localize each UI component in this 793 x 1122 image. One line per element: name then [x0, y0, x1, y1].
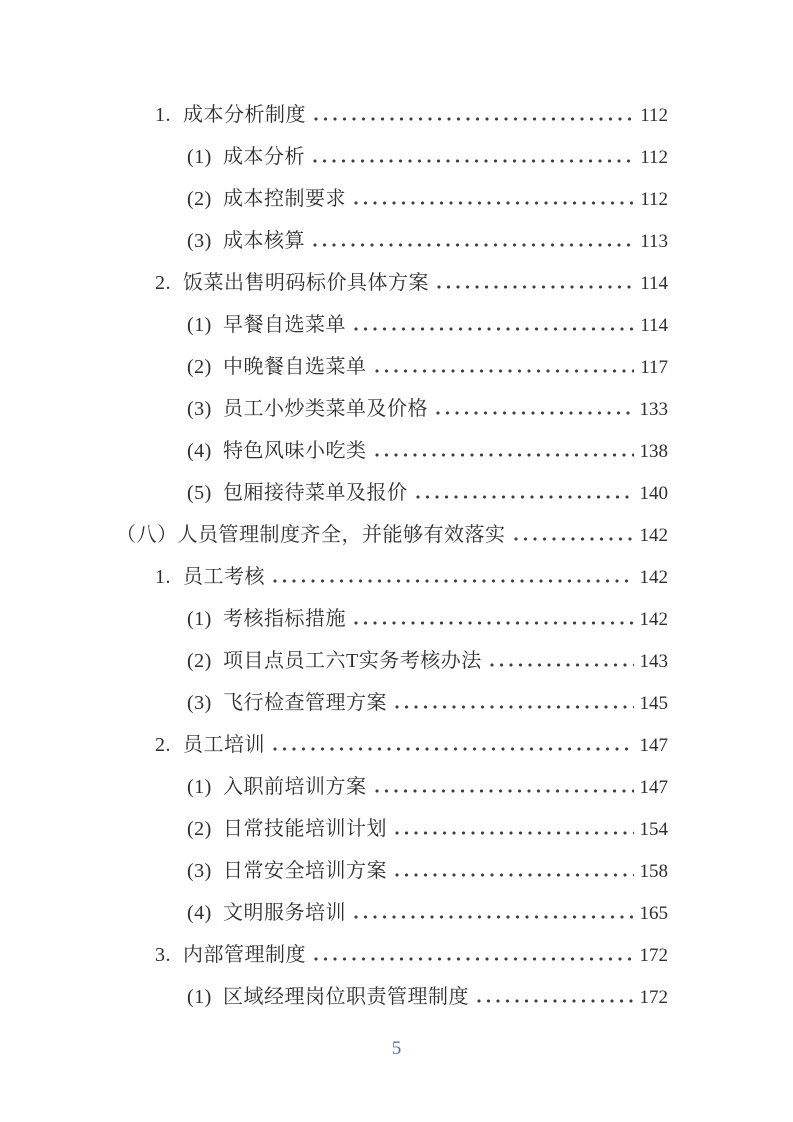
toc-entry-label: 中晚餐自选菜单 — [223, 356, 367, 378]
toc-entry-page-number: 117 — [640, 357, 668, 378]
dot-leader — [477, 999, 634, 1003]
toc-entry-marker: (2) — [187, 650, 212, 672]
toc-entry-marker: (1) — [187, 608, 212, 630]
dot-leader — [273, 579, 634, 583]
toc-entry-page-number: 172 — [639, 987, 668, 1008]
dot-leader — [395, 705, 634, 709]
dot-leader — [313, 159, 634, 163]
toc-entry[interactable] — [0, 388, 793, 430]
dot-leader — [490, 663, 634, 667]
toc-entry-page-number: 172 — [639, 945, 668, 966]
toc-entry-label: 区域经理岗位职责管理制度 — [223, 986, 469, 1008]
toc-entry-label: 成本控制要求 — [223, 188, 346, 210]
toc-entry[interactable] — [0, 136, 793, 178]
toc-entry-label: 成本分析 — [223, 146, 305, 168]
toc-entry-marker: (1) — [187, 986, 212, 1008]
toc-entry-page-number: 133 — [639, 399, 668, 420]
dot-leader — [354, 915, 634, 919]
toc-entry-page-number: 147 — [639, 735, 668, 756]
toc-entry[interactable] — [0, 262, 793, 304]
dot-leader — [514, 537, 634, 541]
toc-entry-marker: (2) — [187, 356, 212, 378]
toc-entry-page-number: 165 — [639, 903, 668, 924]
toc-entry-page-number: 145 — [639, 693, 668, 714]
dot-leader — [395, 873, 634, 877]
toc-entry-label: 日常安全培训方案 — [223, 860, 387, 882]
toc-entry-page-number: 138 — [639, 441, 668, 462]
toc-entry-page-number: 154 — [639, 819, 668, 840]
dot-leader — [375, 453, 634, 457]
toc-entry-label: 飞行检查管理方案 — [223, 692, 387, 714]
dot-leader — [436, 411, 634, 415]
toc-entry-marker: 3. — [155, 944, 171, 966]
toc-entry-label: 员工培训 — [183, 734, 265, 756]
toc-entry-label: 早餐自选菜单 — [223, 314, 346, 336]
toc-entry-label: 内部管理制度 — [183, 944, 306, 966]
toc-entry-label: 考核指标措施 — [223, 608, 346, 630]
toc-entry-marker: 1. — [155, 104, 171, 126]
toc-entry[interactable] — [0, 556, 793, 598]
dot-leader — [314, 957, 634, 961]
toc-entry-marker: 2. — [155, 734, 171, 756]
toc-entry[interactable] — [0, 346, 793, 388]
toc-entry-label: 文明服务培训 — [223, 902, 346, 924]
toc-entry[interactable] — [0, 766, 793, 808]
toc-entry[interactable] — [0, 724, 793, 766]
dot-leader — [314, 117, 634, 121]
toc-entry[interactable] — [0, 850, 793, 892]
toc-entry-marker: (3) — [187, 398, 212, 420]
dot-leader — [375, 789, 634, 793]
toc-entry-page-number: 158 — [639, 861, 668, 882]
toc-entry[interactable] — [0, 934, 793, 976]
dot-leader — [354, 201, 634, 205]
toc-entry[interactable] — [0, 892, 793, 934]
toc-entry[interactable] — [0, 514, 793, 556]
toc-entry-label: 成本分析制度 — [183, 104, 306, 126]
dot-leader — [354, 621, 634, 625]
toc-entry-label: 成本核算 — [223, 230, 305, 252]
dot-leader — [437, 285, 634, 289]
toc-entry-marker: (4) — [187, 902, 212, 924]
toc-entry-marker: (1) — [187, 146, 212, 168]
toc-entry[interactable] — [0, 178, 793, 220]
toc-entry-marker: 2. — [155, 272, 171, 294]
toc-entry[interactable] — [0, 472, 793, 514]
toc-entry-page-number: 112 — [640, 147, 668, 168]
toc-entry-page-number: 142 — [639, 567, 668, 588]
toc-entry-label: 员工考核 — [183, 566, 265, 588]
toc-entry-label: 包厢接待菜单及报价 — [223, 482, 408, 504]
toc-entry[interactable] — [0, 430, 793, 472]
toc-entry-marker: (3) — [187, 860, 212, 882]
toc-entry-page-number: 147 — [639, 777, 668, 798]
toc-entry-marker: （八） — [116, 524, 178, 546]
toc-entry-marker: 1. — [155, 566, 171, 588]
toc-entry-page-number: 142 — [639, 609, 668, 630]
toc-entry-label: 特色风味小吃类 — [223, 440, 367, 462]
page-footer — [0, 1038, 793, 1060]
toc-entry-label: 人员管理制度齐全，并能够有效落实 — [177, 524, 506, 546]
toc-entry[interactable] — [0, 640, 793, 682]
toc-entry-label: 项目点员工六T实务考核办法 — [223, 650, 482, 672]
toc-entry-marker: (2) — [187, 188, 212, 210]
toc-entry-marker: (1) — [187, 776, 212, 798]
toc-entry[interactable] — [0, 682, 793, 724]
toc-entry-page-number: 114 — [640, 273, 668, 294]
toc-entry-label: 员工小炒类菜单及价格 — [223, 398, 428, 420]
toc-entry-page-number: 112 — [640, 189, 668, 210]
dot-leader — [354, 327, 634, 331]
dot-leader — [313, 243, 634, 247]
toc-entry[interactable] — [0, 304, 793, 346]
footer-page-number: 5 — [391, 1038, 402, 1059]
toc-entry[interactable] — [0, 976, 793, 1018]
toc-entry-page-number: 140 — [639, 483, 668, 504]
toc-entry[interactable] — [0, 808, 793, 850]
dot-leader — [416, 495, 634, 499]
toc-entry-marker: (2) — [187, 818, 212, 840]
toc-entry-page-number: 142 — [639, 525, 668, 546]
dot-leader — [273, 747, 634, 751]
dot-leader — [375, 369, 635, 373]
toc-entry-marker: (5) — [187, 482, 212, 504]
toc-entry-marker: (3) — [187, 692, 212, 714]
toc-entry-label: 饭菜出售明码标价具体方案 — [183, 272, 429, 294]
toc-list — [0, 94, 793, 1018]
toc-entry[interactable] — [0, 598, 793, 640]
toc-entry-marker: (4) — [187, 440, 212, 462]
toc-entry-page-number: 114 — [640, 315, 668, 336]
toc-entry[interactable] — [0, 220, 793, 262]
toc-entry-label: 入职前培训方案 — [223, 776, 367, 798]
toc-entry-page-number: 143 — [639, 651, 668, 672]
toc-entry-marker: (3) — [187, 230, 212, 252]
toc-entry-label: 日常技能培训计划 — [223, 818, 387, 840]
dot-leader — [395, 831, 634, 835]
toc-entry-marker: (1) — [187, 314, 212, 336]
toc-entry[interactable] — [0, 94, 793, 136]
toc-entry-page-number: 113 — [640, 231, 668, 252]
toc-entry-page-number: 112 — [640, 105, 668, 126]
